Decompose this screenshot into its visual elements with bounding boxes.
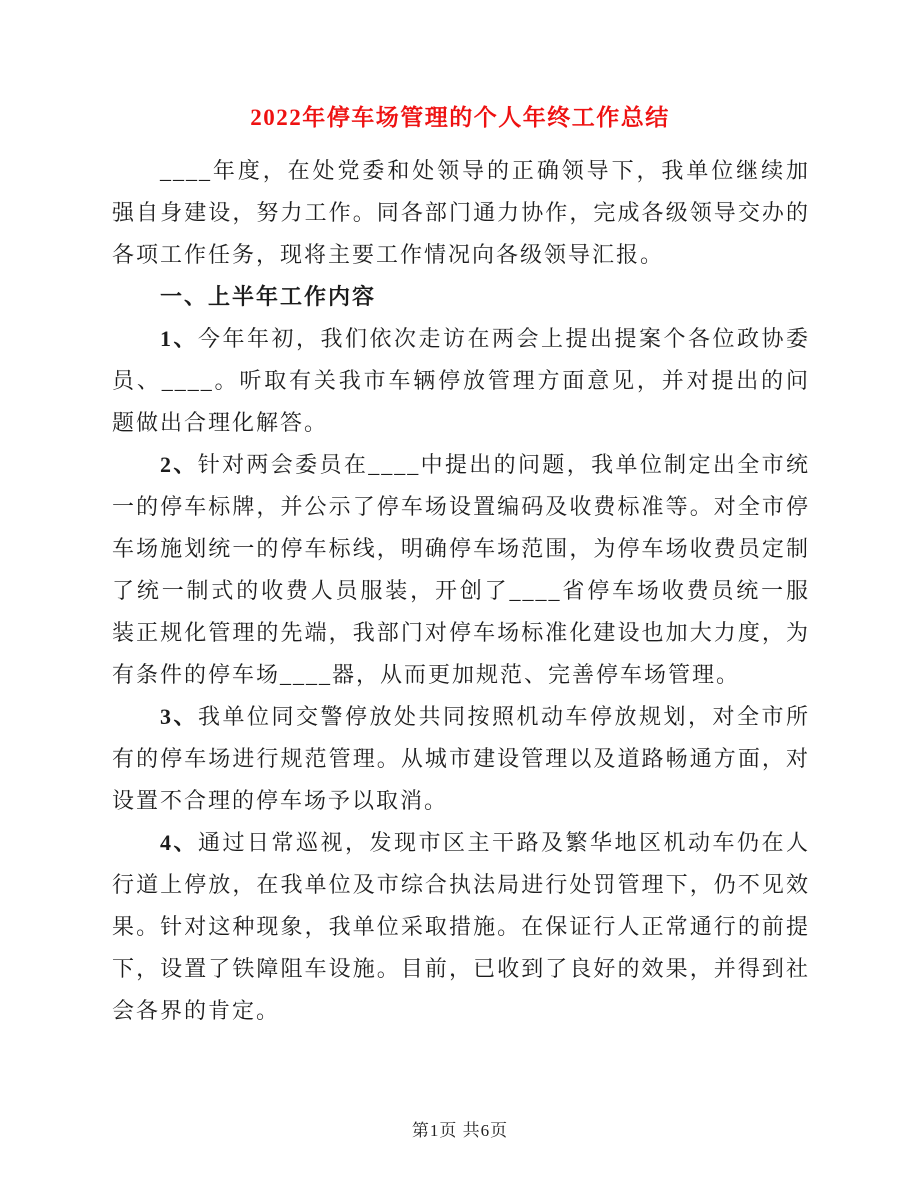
item-number: 3、: [160, 704, 198, 729]
item-number: 4、: [160, 830, 198, 855]
numbered-paragraph: [112, 444, 810, 696]
section-heading: 一、上半年工作内容: [160, 284, 377, 309]
document-body: [112, 150, 810, 1032]
numbered-paragraph: [112, 318, 810, 444]
numbered-paragraph: [112, 696, 810, 822]
item-number: 2、: [160, 452, 198, 477]
item-text: 针对两会委员在____中提出的问题，我单位制定出全市统一的停车标牌，并公示了停车场设置编码及收费标准等。对全市停车场施划统一的停车标线，明确停车场范围，为停车场收费员定制了统一制式的收费人员服装，开创了____省停车场收费员统一服装正规化管理的先端，我部门对停车场标准化建设也加大力度，为有条件的停车场____器，从而更加规范、完善停车场管理。: [112, 452, 810, 687]
intro-paragraph: ____年度，在处党委和处领导的正确领导下，我单位继续加强自身建设，努力工作。同各部门通力协作，完成各级领导交办的各项工作任务，现将主要工作情况向各级领导汇报。: [112, 158, 810, 267]
item-text: 今年年初，我们依次走访在两会上提出提案个各位政协委员、____。听取有关我市车辆停放管理方面意见，并对提出的问题做出合理化解答。: [112, 326, 810, 435]
page-footer: [0, 1116, 920, 1141]
item-number: 1、: [160, 326, 198, 351]
item-text: 通过日常巡视，发现市区主干路及繁华地区机动车仍在人行道上停放，在我单位及市综合执法局进行处罚管理下，仍不见效果。针对这种现象，我单位采取措施。在保证行人正常通行的前提下，设置了铁障阻车设施。目前，已收到了良好的效果，并得到社会各界的肯定。: [112, 830, 810, 1023]
numbered-paragraph: [112, 822, 810, 1032]
document-title: 2022年停车场管理的个人年终工作总结: [250, 105, 670, 130]
page-number-label: 第1页 共6页: [411, 1121, 509, 1140]
item-text: 我单位同交警停放处共同按照机动车停放规划，对全市所有的停车场进行规范管理。从城市建设管理以及道路畅通方面，对设置不合理的停车场予以取消。: [112, 704, 810, 813]
